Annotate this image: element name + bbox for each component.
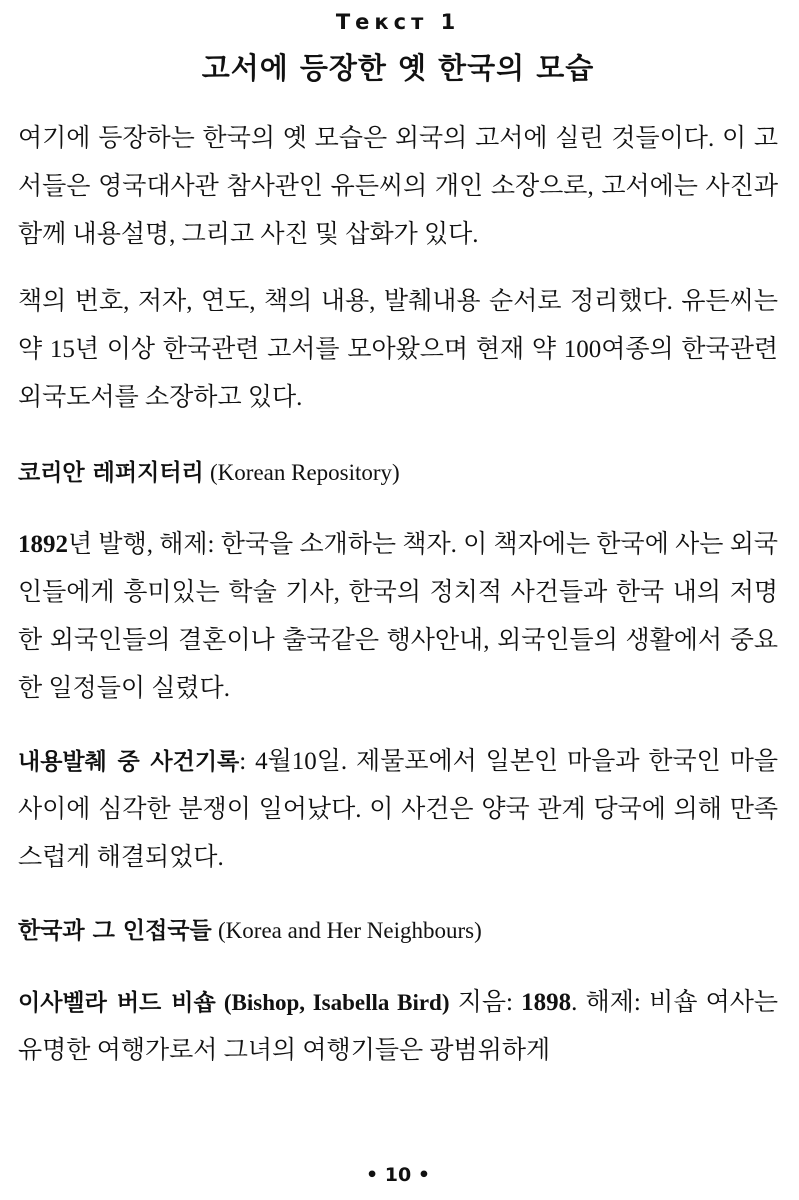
book1-year: 1892 — [18, 531, 68, 558]
book1-excerpt-label: 내용발췌 중 사건기록 — [18, 749, 240, 775]
book2-by-label: 지음: — [457, 989, 513, 1016]
page-number: • 10 • — [366, 1164, 430, 1186]
book2-heading — [18, 907, 778, 955]
book1-desc-text: 년 발행, 해제: 한국을 소개하는 책자. 이 책자에는 한국에 사는 외국인들에게 흥미있는 학술 기사, 한국의 정치적 사건들과 한국 내의 저명한 외국인들의 결혼이나 출국같은 행사안내, 외국인들의 생활에서 중요한 일정들이 실렸다. — [18, 531, 778, 702]
order-paragraph — [18, 278, 778, 422]
book1-excerpt-text: : 4월10일. 제물포에서 일본인 마을과 한국인 마을 사이에 심각한 분쟁이 일어났다. 이 사건은 양국 관계 당국에 의해 만족스럽게 해결되었다. — [18, 748, 778, 871]
book2-title-korean: 한국과 그 인접국들 — [18, 918, 212, 944]
book1-title-english: (Korean Repository) — [210, 460, 400, 485]
page-title: 고서에 등장한 옛 한국의 모습 — [201, 51, 595, 85]
book2-title-english: (Korea and Her Neighbours) — [218, 918, 482, 943]
book2-year: 1898 — [521, 989, 572, 1016]
book2-desc-text: . 해제: 비숍 여사는 유명한 여행가로서 그녀의 여행기들은 광범위하게 — [18, 989, 779, 1064]
book1-title-korean: 코리안 레퍼지터리 — [18, 460, 204, 486]
book1-description — [18, 521, 778, 713]
book2-author-english: (Bishop, Isabella Bird) — [223, 990, 450, 1015]
text-number-label: Текст 1 — [335, 10, 461, 34]
book1-excerpt — [18, 738, 778, 882]
book2-author-korean: 이사벨라 버드 비숍 — [18, 990, 216, 1016]
book2-description — [18, 979, 778, 1075]
order-text: 책의 번호, 저자, 연도, 책의 내용, 발췌내용 순서로 정리했다. 유든씨는 약 15년 이상 한국관련 고서를 모아왔으며 현재 약 100여종의 한국관련 외국도서를 소장하고 있다. — [18, 288, 778, 411]
book-page — [18, 0, 778, 1200]
intro-text: 여기에 등장하는 한국의 옛 모습은 외국의 고서에 실린 것들이다. 이 고서들은 영국대사관 참사관인 유든씨의 개인 소장으로, 고서에는 사진과 함께 내용설명, 그리고 사진 및 삽화가 있다. — [18, 125, 778, 248]
book1-heading — [18, 449, 778, 497]
intro-paragraph — [18, 115, 778, 259]
